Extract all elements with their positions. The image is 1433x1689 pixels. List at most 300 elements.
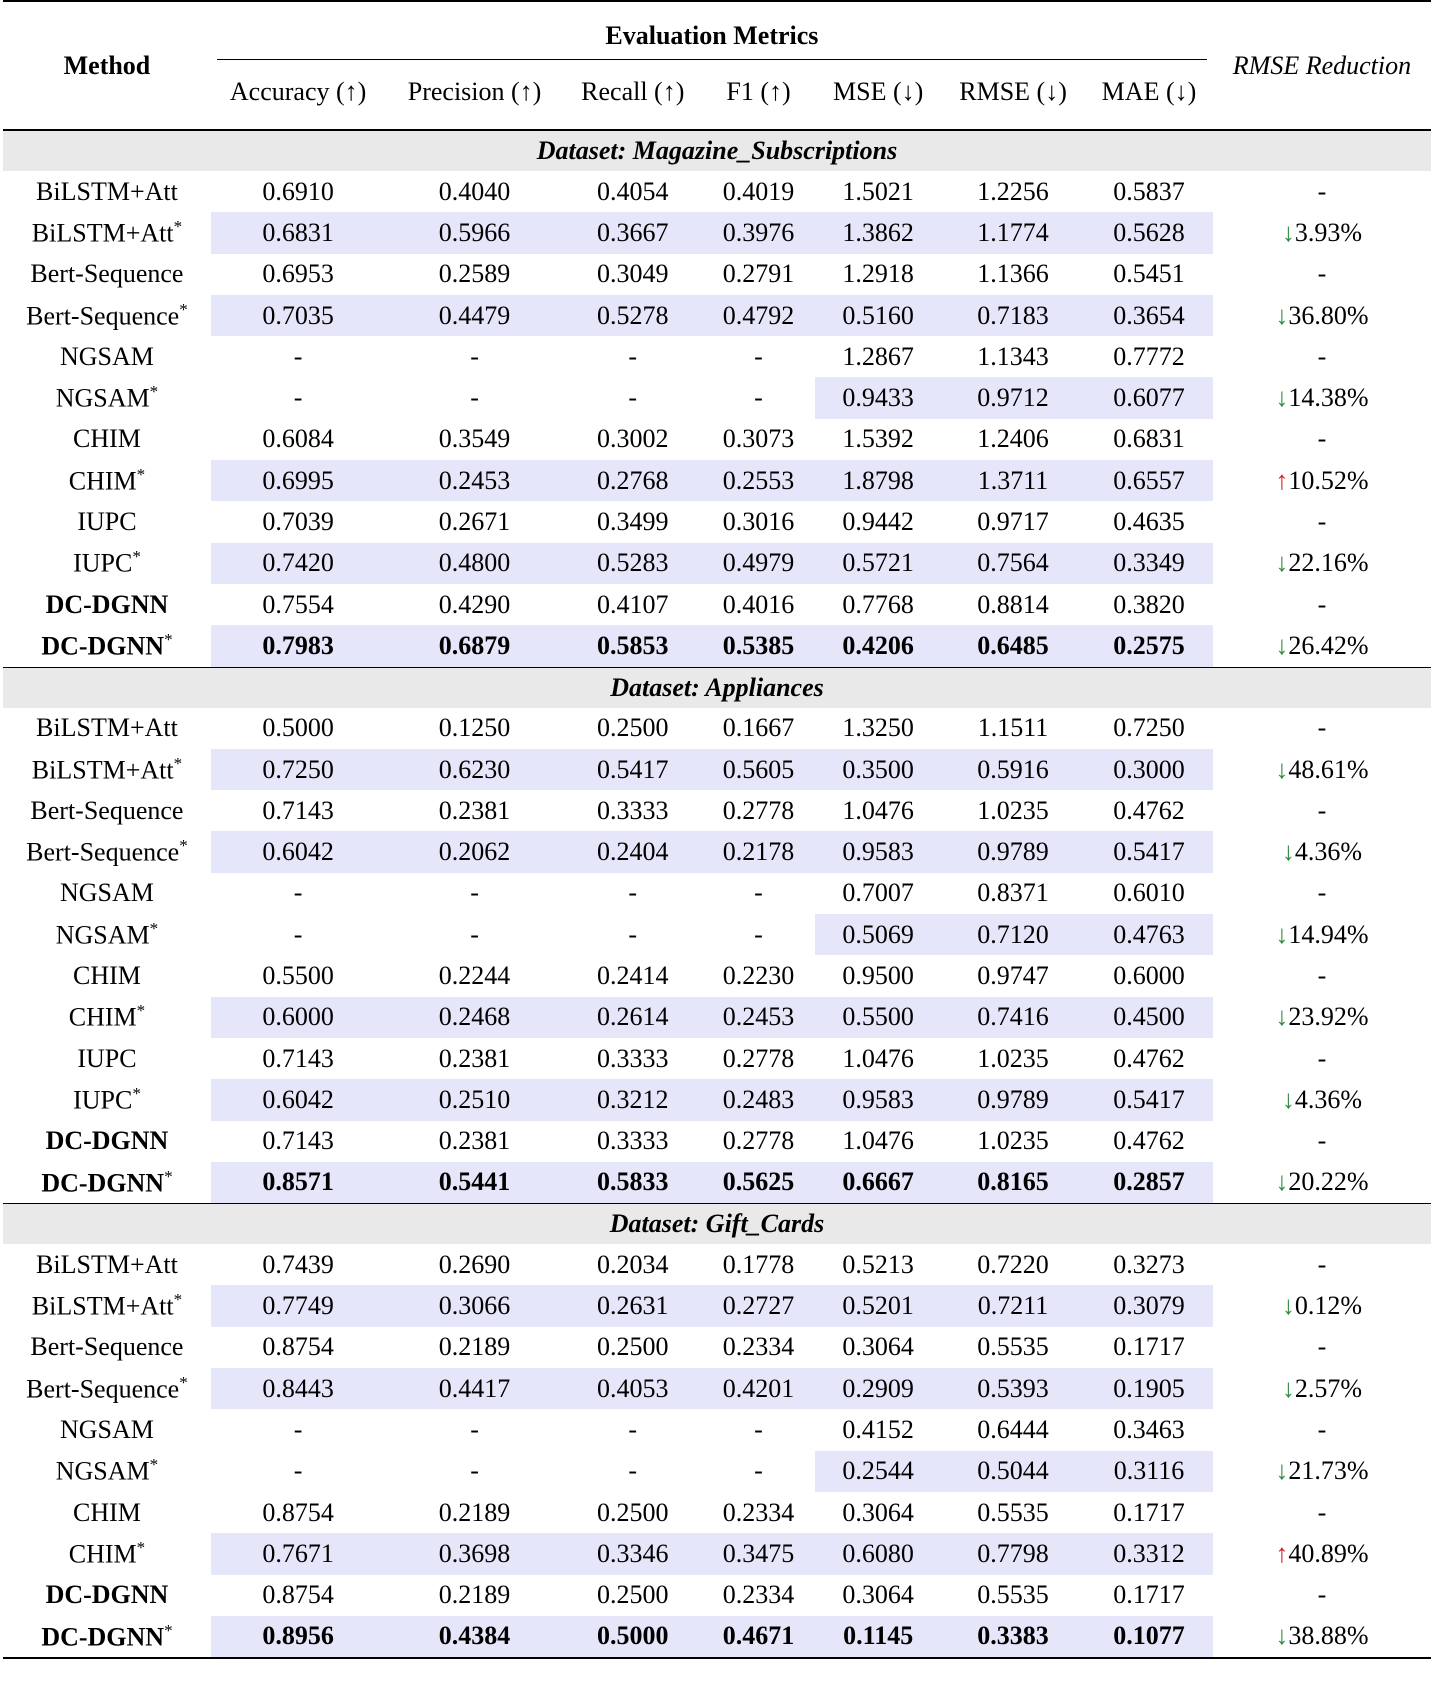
metric-value-cell: -	[754, 1456, 763, 1486]
metric-value-cell: 0.5000	[564, 1616, 702, 1658]
method-name: Bert-Sequence	[26, 301, 180, 331]
metric-value-cell: 0.8165	[941, 1162, 1085, 1204]
metric-value-cell: 0.2483	[702, 1079, 816, 1120]
rmse-reduction-value: 4.36%	[1294, 837, 1363, 867]
column-header-metric: MAE (↓)	[1101, 77, 1197, 106]
method-cell	[3, 790, 211, 831]
dataset-title: Dataset: Appliances	[3, 667, 1431, 708]
variant-star-marker: *	[179, 1372, 188, 1392]
metric-value-cell: 0.5160	[815, 295, 941, 336]
arrow-down-icon: ↓	[1275, 754, 1289, 784]
metric-value-cell: 0.1905	[1085, 1368, 1213, 1409]
rmse-reduction-cell	[1213, 625, 1431, 667]
metric-value-cell: 0.6000	[1113, 960, 1185, 990]
arrow-down-icon: ↓	[1275, 300, 1289, 330]
results-table	[3, 0, 1431, 1659]
metric-value-cell: 0.2381	[438, 1043, 511, 1073]
table-row	[3, 336, 1431, 377]
metric-value-cell: 0.5721	[815, 543, 941, 584]
metric-value-cell: 0.3549	[438, 424, 511, 454]
metric-value-cell: 0.4979	[702, 543, 816, 584]
metric-value-cell: 0.2500	[597, 713, 669, 743]
metric-value-cell: 0.6557	[1085, 460, 1213, 501]
arrow-down-icon: ↓	[1281, 1291, 1295, 1321]
method-cell	[3, 419, 211, 460]
rmse-reduction-cell	[1213, 1451, 1431, 1492]
metric-value-cell: 0.6230	[385, 749, 563, 790]
metric-value-cell: 0.5417	[1085, 831, 1213, 872]
method-name: NGSAM	[55, 920, 150, 950]
metric-value-cell: 0.9583	[815, 1079, 941, 1120]
column-group-evaluation-metrics	[211, 1, 1213, 69]
method-name: DC-DGNN	[41, 1622, 165, 1652]
metric-value-cell: -	[293, 341, 303, 371]
table-row	[3, 1616, 1431, 1658]
metric-value-cell: -	[293, 1456, 303, 1486]
column-header-metric: Precision (↑)	[407, 77, 542, 106]
method-name: NGSAM	[59, 341, 154, 371]
metric-value-cell: 0.4763	[1085, 914, 1213, 955]
metric-value-cell: 0.5500	[815, 997, 941, 1038]
method-cell	[3, 212, 211, 253]
variant-star-marker: *	[149, 918, 159, 938]
metric-value-cell: 0.9712	[941, 377, 1085, 418]
metric-value-cell: 0.7671	[211, 1533, 385, 1574]
column-header-metric: Recall (↑)	[581, 77, 685, 106]
metric-value-cell: 0.1250	[438, 713, 511, 743]
method-cell	[3, 543, 211, 584]
metric-value-cell: 0.3349	[1085, 543, 1213, 584]
table-row	[3, 749, 1431, 790]
method-name: CHIM	[72, 960, 141, 990]
arrow-down-icon: ↓	[1275, 919, 1289, 949]
metric-value-cell: 0.5966	[385, 212, 563, 253]
method-cell	[3, 997, 211, 1038]
metric-value-cell: -	[470, 383, 479, 413]
metric-value-cell: 0.7420	[211, 543, 385, 584]
method-cell	[3, 749, 211, 790]
method-cell	[3, 336, 211, 377]
table-row	[3, 295, 1431, 336]
rmse-reduction-value: 10.52%	[1288, 465, 1369, 495]
table-row	[3, 254, 1431, 295]
metric-value-cell: 0.2857	[1085, 1162, 1213, 1204]
metric-value-cell: 0.3475	[702, 1533, 816, 1574]
metric-value-cell: 0.2034	[597, 1249, 669, 1279]
rmse-reduction-cell	[1213, 1575, 1431, 1616]
method-cell	[3, 1327, 211, 1368]
method-cell	[3, 873, 211, 914]
method-cell	[3, 1368, 211, 1409]
rmse-reduction-value: 48.61%	[1288, 754, 1369, 784]
method-name: CHIM	[68, 1003, 137, 1033]
metric-value-cell: -	[628, 878, 638, 908]
metric-value-cell: 0.4635	[1113, 507, 1185, 537]
method-name: IUPC	[73, 549, 133, 579]
metric-value-cell: 0.2500	[597, 1580, 669, 1610]
metric-value-cell: 0.7564	[941, 543, 1085, 584]
metric-value-cell: 0.9583	[815, 831, 941, 872]
table-row	[3, 1451, 1431, 1492]
metric-value-cell: -	[754, 878, 763, 908]
table-row	[3, 377, 1431, 418]
metric-value-cell: 0.7220	[977, 1249, 1049, 1279]
table-row	[3, 1121, 1431, 1162]
metric-value-cell: 0.3976	[702, 212, 816, 253]
metric-value-cell: 0.7120	[941, 914, 1085, 955]
metric-value-cell: -	[470, 1414, 479, 1444]
arrow-down-icon: ↓	[1275, 1456, 1289, 1486]
metric-value-cell: 0.3066	[385, 1285, 563, 1326]
metric-value-cell: 0.5044	[941, 1451, 1085, 1492]
metric-value-cell: 1.5021	[842, 176, 914, 206]
rmse-reduction-value: -	[1317, 589, 1327, 619]
rmse-reduction-value: -	[1317, 795, 1327, 825]
variant-star-marker: *	[136, 1538, 146, 1558]
metric-value-cell: 0.6831	[1113, 424, 1185, 454]
method-name: IUPC	[77, 507, 137, 537]
rmse-reduction-cell	[1213, 873, 1431, 914]
metric-value-cell: 0.3016	[722, 507, 795, 537]
variant-star-marker: *	[136, 464, 146, 484]
metric-value-cell: -	[470, 878, 479, 908]
metric-value-cell: 0.3273	[1113, 1249, 1185, 1279]
rmse-reduction-cell	[1213, 1492, 1431, 1533]
rmse-reduction-cell	[1213, 1368, 1431, 1409]
metric-value-cell: -	[293, 878, 303, 908]
metric-value-cell: 0.5213	[842, 1249, 914, 1279]
metric-value-cell: 1.5392	[842, 424, 914, 454]
method-name: BiLSTM+Att	[36, 176, 178, 206]
variant-star-marker: *	[132, 547, 141, 567]
metric-value-cell: 0.3064	[842, 1580, 914, 1610]
rmse-reduction-value: -	[1317, 713, 1327, 743]
table-row	[3, 831, 1431, 872]
table-row	[3, 1162, 1431, 1204]
column-header-metric: Accuracy (↑)	[229, 77, 367, 106]
rmse-reduction-cell	[1213, 1533, 1431, 1574]
metric-value-cell: 1.2918	[842, 259, 914, 289]
rmse-reduction-cell	[1213, 584, 1431, 625]
method-name: NGSAM	[59, 878, 154, 908]
method-cell	[3, 295, 211, 336]
rmse-reduction-value: -	[1317, 259, 1327, 289]
method-name: BiLSTM+Att	[31, 755, 174, 785]
method-cell	[3, 584, 211, 625]
table-row	[3, 584, 1431, 625]
table-row	[3, 1368, 1431, 1409]
metric-value-cell: 0.8443	[211, 1368, 385, 1409]
metric-value-cell: -	[628, 1456, 638, 1486]
rmse-reduction-cell	[1213, 254, 1431, 295]
metric-value-cell: 0.6042	[211, 1079, 385, 1120]
metric-value-cell: 0.1778	[722, 1249, 795, 1279]
rmse-reduction-value: 22.16%	[1288, 548, 1369, 578]
rmse-reduction-cell	[1213, 1616, 1431, 1658]
metric-value-cell: 1.1774	[941, 212, 1085, 253]
metric-value-cell: 0.7798	[941, 1533, 1085, 1574]
rmse-reduction-cell	[1213, 955, 1431, 996]
metric-value-cell: 0.2178	[702, 831, 816, 872]
method-name: DC-DGNN	[45, 1580, 169, 1610]
variant-star-marker: *	[179, 836, 188, 856]
metric-value-cell: 0.7439	[262, 1249, 334, 1279]
metric-value-cell: 0.7768	[842, 589, 914, 619]
metric-value-cell: 0.6042	[211, 831, 385, 872]
metric-value-cell: 0.6084	[262, 424, 334, 454]
rmse-reduction-value: 14.38%	[1288, 383, 1369, 413]
metric-value-cell: 0.5451	[1113, 259, 1185, 289]
metric-value-cell: 0.2189	[438, 1332, 511, 1362]
arrow-down-icon: ↓	[1275, 1621, 1289, 1651]
metric-value-cell: 0.6667	[815, 1162, 941, 1204]
table-row	[3, 543, 1431, 584]
metric-value-cell: -	[470, 341, 479, 371]
metric-value-cell: 0.9717	[977, 507, 1049, 537]
metric-value-cell: 0.6444	[977, 1414, 1049, 1444]
metric-value-cell: 0.7143	[262, 1126, 334, 1156]
metric-value-cell: 0.6485	[941, 625, 1085, 667]
metric-value-cell: -	[628, 341, 638, 371]
method-name: BiLSTM+Att	[36, 1249, 178, 1279]
rmse-reduction-cell	[1213, 1244, 1431, 1285]
metric-value-cell: 0.6080	[815, 1533, 941, 1574]
metric-value-cell: 0.4016	[722, 589, 795, 619]
rmse-reduction-cell	[1213, 171, 1431, 212]
metric-value-cell: 1.2256	[977, 176, 1049, 206]
metric-value-cell: 0.4054	[597, 176, 669, 206]
method-cell	[3, 501, 211, 542]
metric-value-cell: 0.3212	[564, 1079, 702, 1120]
metric-value-cell: 0.6910	[262, 176, 334, 206]
method-cell	[3, 1079, 211, 1120]
metric-value-cell: 1.0476	[842, 1043, 914, 1073]
rmse-reduction-value: -	[1317, 1414, 1327, 1444]
rmse-reduction-value: 36.80%	[1288, 300, 1369, 330]
metric-value-cell: 0.3698	[385, 1533, 563, 1574]
metric-value-cell: 0.5625	[702, 1162, 816, 1204]
rmse-reduction-cell	[1213, 997, 1431, 1038]
metric-value-cell: 0.2727	[702, 1285, 816, 1326]
metric-value-cell: 1.1511	[977, 713, 1049, 743]
method-cell	[3, 1575, 211, 1616]
metric-value-cell: 1.2867	[842, 341, 914, 371]
metric-value-cell: 0.4040	[438, 176, 511, 206]
metric-value-cell: 0.7039	[262, 507, 334, 537]
metric-value-cell: 0.7554	[262, 589, 334, 619]
metric-value-cell: 0.1667	[722, 713, 795, 743]
metric-value-cell: 0.8956	[211, 1616, 385, 1658]
metric-value-cell: 0.1717	[1113, 1332, 1185, 1362]
table-row	[3, 1575, 1431, 1616]
metric-value-cell: 0.2334	[722, 1497, 795, 1527]
metric-value-cell: 0.2544	[815, 1451, 941, 1492]
metric-value-cell: 0.5837	[1113, 176, 1185, 206]
metric-value-cell: 0.3333	[597, 1043, 669, 1073]
metric-value-cell: 0.5628	[1085, 212, 1213, 253]
metric-value-cell: 0.1145	[815, 1616, 941, 1658]
table-row	[3, 955, 1431, 996]
metric-value-cell: 0.2768	[564, 460, 702, 501]
metric-value-cell: 0.8754	[262, 1332, 334, 1362]
method-cell	[3, 1038, 211, 1079]
metric-value-cell: 0.5278	[564, 295, 702, 336]
metric-value-cell: 0.4762	[1113, 1043, 1185, 1073]
metric-value-cell: 0.5500	[262, 960, 334, 990]
rmse-reduction-value: 2.57%	[1294, 1373, 1363, 1403]
header-row-1	[3, 1, 1431, 69]
rmse-reduction-cell	[1213, 790, 1431, 831]
metric-value-cell: -	[470, 1456, 479, 1486]
method-name: DC-DGNN	[45, 589, 169, 619]
metric-value-cell: -	[293, 383, 303, 413]
arrow-up-icon: ↑	[1275, 1538, 1289, 1568]
rmse-reduction-value: 4.36%	[1294, 1084, 1363, 1114]
method-cell	[3, 460, 211, 501]
dataset-header-row	[3, 130, 1431, 171]
dataset-header-row	[3, 1204, 1431, 1245]
arrow-down-icon: ↓	[1275, 383, 1289, 413]
rmse-reduction-cell	[1213, 1327, 1431, 1368]
metric-value-cell: 0.3049	[597, 259, 669, 289]
method-cell	[3, 1121, 211, 1162]
rmse-reduction-cell	[1213, 295, 1431, 336]
method-name: NGSAM	[55, 383, 150, 413]
rmse-reduction-cell	[1213, 336, 1431, 377]
metric-value-cell: 0.2778	[722, 795, 795, 825]
rmse-reduction-value: -	[1317, 1497, 1327, 1527]
metric-value-cell: 0.7007	[842, 878, 914, 908]
column-header-metric: F1 (↑)	[726, 77, 791, 106]
metric-value-cell: 0.7143	[262, 795, 334, 825]
rmse-reduction-value: -	[1317, 1126, 1327, 1156]
metric-value-cell: 0.3499	[597, 507, 669, 537]
metric-value-cell: 0.2500	[597, 1497, 669, 1527]
metric-value-cell: 1.3711	[941, 460, 1085, 501]
rmse-reduction-cell	[1213, 831, 1431, 872]
column-header-rmse-reduction: RMSE Reduction	[1232, 50, 1412, 80]
rmse-reduction-value: -	[1317, 176, 1327, 206]
metric-value-cell: 0.7211	[941, 1285, 1085, 1326]
metric-value-cell: 0.2614	[564, 997, 702, 1038]
metric-value-cell: 0.3667	[564, 212, 702, 253]
metric-value-cell: 0.2062	[385, 831, 563, 872]
metric-value-cell: 0.7250	[1113, 713, 1185, 743]
group-label: Evaluation Metrics	[605, 21, 819, 50]
metric-value-cell: 0.2589	[438, 259, 511, 289]
method-cell	[3, 625, 211, 667]
metric-value-cell: 0.5833	[564, 1162, 702, 1204]
metric-value-cell: 0.8371	[977, 878, 1049, 908]
variant-star-marker: *	[164, 1166, 173, 1186]
metric-value-cell: 0.2500	[597, 1332, 669, 1362]
metric-value-cell: 1.8798	[815, 460, 941, 501]
metric-value-cell: 0.2575	[1085, 625, 1213, 667]
metric-value-cell: 0.5283	[564, 543, 702, 584]
metric-value-cell: 0.5385	[702, 625, 816, 667]
method-cell	[3, 171, 211, 212]
table-row	[3, 1285, 1431, 1326]
metric-value-cell: 0.2778	[722, 1043, 795, 1073]
rmse-reduction-cell	[1213, 377, 1431, 418]
metric-value-cell: 0.7416	[941, 997, 1085, 1038]
metric-value-cell: 0.2230	[722, 960, 795, 990]
rmse-reduction-value: -	[1317, 878, 1327, 908]
variant-star-marker: *	[179, 299, 188, 319]
metric-value-cell: 0.4152	[842, 1414, 914, 1444]
metric-value-cell: 0.2631	[564, 1285, 702, 1326]
rmse-reduction-value: -	[1317, 1332, 1327, 1362]
metric-value-cell: 0.4290	[438, 589, 511, 619]
variant-star-marker: *	[149, 1455, 159, 1475]
metric-value-cell: 0.5535	[977, 1497, 1049, 1527]
metric-value-cell: 0.3000	[1085, 749, 1213, 790]
metric-value-cell: 0.2453	[702, 997, 816, 1038]
metric-value-cell: 1.1366	[977, 259, 1049, 289]
method-name: BiLSTM+Att	[31, 218, 174, 248]
variant-star-marker: *	[173, 753, 183, 773]
metric-value-cell: 0.5853	[564, 625, 702, 667]
rmse-reduction-value: 38.88%	[1288, 1621, 1369, 1651]
table-row	[3, 708, 1431, 749]
variant-star-marker: *	[132, 1084, 141, 1104]
table-row	[3, 914, 1431, 955]
variant-star-marker: *	[164, 1620, 173, 1640]
metric-value-cell: 1.0235	[977, 795, 1049, 825]
rmse-reduction-value: -	[1317, 1580, 1327, 1610]
metric-value-cell: 0.4417	[385, 1368, 563, 1409]
table-row	[3, 1409, 1431, 1450]
metric-value-cell: 0.4762	[1113, 795, 1185, 825]
metric-value-cell: 0.4206	[815, 625, 941, 667]
metric-value-cell: 0.2404	[564, 831, 702, 872]
metric-value-cell: -	[293, 1414, 303, 1444]
rmse-reduction-value: -	[1317, 341, 1327, 371]
arrow-down-icon: ↓	[1281, 1084, 1295, 1114]
metric-value-cell: 0.4500	[1085, 997, 1213, 1038]
metric-value-cell: 0.9789	[941, 1079, 1085, 1120]
metric-value-cell: 0.1717	[1113, 1497, 1185, 1527]
metric-value-cell: 0.3383	[941, 1616, 1085, 1658]
method-cell	[3, 1492, 211, 1533]
table-row	[3, 625, 1431, 667]
arrow-down-icon: ↓	[1281, 837, 1295, 867]
table-row	[3, 997, 1431, 1038]
table-row	[3, 1492, 1431, 1533]
metric-value-cell: 0.8754	[262, 1580, 334, 1610]
metric-value-cell: 1.2406	[977, 424, 1049, 454]
method-name: CHIM	[72, 424, 141, 454]
group-rule	[217, 59, 1207, 60]
rmse-reduction-cell	[1213, 1121, 1431, 1162]
metric-value-cell: 0.5535	[977, 1580, 1049, 1610]
metric-value-cell: 1.0235	[977, 1043, 1049, 1073]
rmse-reduction-value: 26.42%	[1288, 630, 1369, 660]
metric-value-cell: 0.2510	[385, 1079, 563, 1120]
method-name: DC-DGNN	[45, 1126, 169, 1156]
metric-value-cell: 0.2671	[438, 507, 511, 537]
metric-value-cell: 1.1343	[977, 341, 1049, 371]
metric-value-cell: 0.4107	[597, 589, 669, 619]
rmse-reduction-value: -	[1317, 960, 1327, 990]
metric-value-cell: 0.3333	[597, 1126, 669, 1156]
method-name: IUPC	[73, 1085, 133, 1115]
method-name: Bert-Sequence	[26, 837, 180, 867]
rmse-reduction-value: 3.93%	[1294, 217, 1363, 247]
method-cell	[3, 1409, 211, 1450]
metric-value-cell: 0.3312	[1085, 1533, 1213, 1574]
variant-star-marker: *	[173, 1290, 183, 1310]
